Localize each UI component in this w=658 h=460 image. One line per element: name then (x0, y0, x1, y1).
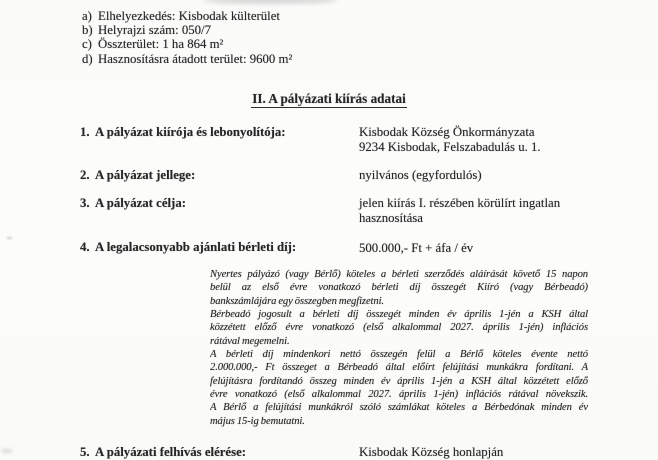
item-number: 2. (80, 168, 90, 182)
property-row-c (82, 37, 292, 51)
section-heading (0, 91, 658, 107)
item-number: 1. (80, 125, 90, 139)
property-list (82, 9, 292, 66)
property-text: Összterület: 1 ha 864 m² (98, 37, 224, 52)
property-marker: b) (82, 23, 93, 38)
conditions-line: belül az első évre vonatkozó bérleti díj összegét Kiíró (vagy Bérbeadó) (210, 282, 588, 294)
property-row-a (82, 9, 292, 23)
rental-fee-conditions-block (210, 268, 588, 428)
item-label: A pályázati felhívás elérése: (95, 445, 247, 459)
scan-smudge-left (7, 237, 12, 239)
property-row-b (82, 23, 292, 37)
conditions-line: Bérbeadó jogosult a bérleti díj összegét minden év április 1-jén a KSH által (210, 309, 588, 321)
item-label: A legalacsonyabb ajánlati bérleti díj: (95, 240, 297, 254)
conditions-line: A Bérlő a felújítási munkákról szóló számlákat köteles a Bérbedónak minden év (210, 402, 588, 414)
conditions-line: május 15-ig bemutatni. (210, 415, 305, 427)
item-value-1 (359, 125, 541, 154)
property-marker: c) (82, 37, 92, 52)
item-value-line: 500.000,- Ft + áfa / év (359, 241, 474, 255)
conditions-line: rátával megemelni. (210, 335, 290, 347)
item-value-line: hasznosítása (359, 210, 423, 225)
property-text: Elhelyezkedés: Kisbodak külterület (98, 9, 280, 23)
item-value-3 (359, 196, 560, 225)
conditions-line: közzétett előző évre vonatkozó (első alkalommal 2027. április 1-jén) inflációs (210, 322, 588, 334)
item-number: 4. (80, 240, 90, 254)
item-label: A pályázat kiírója és lebonyolítója: (95, 125, 286, 139)
property-marker: d) (82, 51, 93, 66)
scan-smudge-top (203, 0, 338, 4)
item-value-line: jelen kiírás I. részében körülírt ingatlan (359, 196, 561, 210)
conditions-line: évre vonatkozó (első alkalommal 2027. április 1-jén) inflációs rátával növekszik. (210, 389, 588, 401)
property-text: Hasznosításra átadott terület: 9600 m² (98, 51, 293, 66)
item-label: A pályázat jellege: (95, 168, 196, 182)
conditions-line: Nyertes pályázó (vagy Bérlő) köteles a bérleti szerződés aláírását követő 15 napon (210, 269, 588, 280)
conditions-line: 2.000.000,- Ft összeget a Bérbeadó által előírt felújítási munkákra fordítani. A (210, 362, 588, 374)
item-row-1 (80, 125, 286, 140)
property-row-d (82, 52, 292, 66)
item-row-3 (80, 196, 186, 211)
item-value-line: Kisbodak Község Önkormányzata (359, 125, 535, 139)
item-value-line: Kisbodak Község honlapján (359, 445, 504, 459)
item-value-5 (359, 445, 503, 460)
property-text: Helyrajzi szám: 050/7 (98, 23, 212, 38)
item-row-2 (80, 168, 195, 183)
item-label: A pályázat célja: (95, 196, 186, 210)
item-number: 3. (80, 196, 90, 210)
item-row-4 (80, 240, 296, 255)
item-number: 5. (80, 445, 90, 459)
section-heading-text: II. A pályázati kiírás adatai (252, 91, 406, 106)
item-value-line: 9234 Kisbodak, Felszabadulás u. 1. (359, 139, 541, 154)
item-value-4 (359, 241, 473, 256)
scan-smudge-bottom-left (2, 449, 12, 453)
property-marker: a) (82, 9, 92, 23)
item-value-line: nyilvános (egyfordulós) (359, 168, 482, 182)
conditions-line: bankszámlájára egy összegben megfizetni. (210, 295, 384, 307)
conditions-line: A bérleti díj mindenkori nettó összegén felül a Bérlő köteles évente nettó (210, 349, 588, 361)
conditions-line: felújításra fordítandó összeg minden év április 1-jén a KSH által közzétett előző (210, 375, 588, 387)
item-row-5 (80, 445, 246, 460)
item-value-2 (359, 168, 482, 183)
